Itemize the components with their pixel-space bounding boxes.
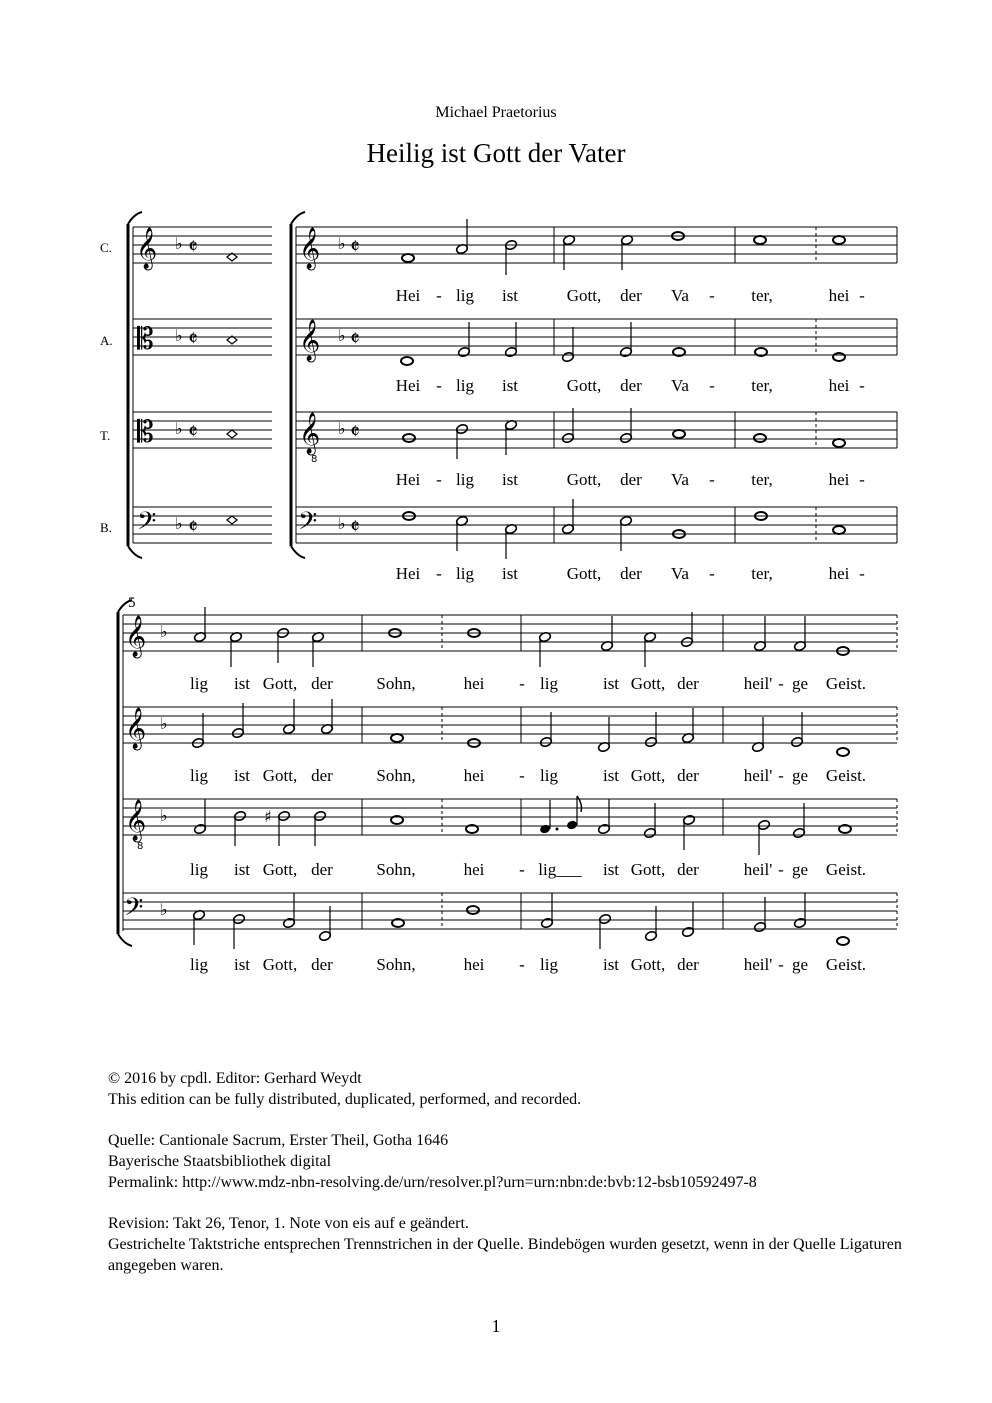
copyright-line: © 2016 by cpdl. Editor: Gerhard Weydt (108, 1070, 362, 1087)
svg-text:-: - (709, 470, 715, 489)
svg-text:lig: lig (456, 470, 474, 489)
svg-text:ter,: ter, (751, 470, 773, 489)
svg-text:lig___: lig___ (538, 860, 582, 879)
svg-text:Va: Va (671, 286, 689, 305)
svg-text:Va: Va (671, 564, 689, 583)
svg-text:Gott,: Gott, (566, 470, 602, 489)
svg-text:-: - (436, 470, 442, 489)
flat-icon: ♭ (338, 514, 346, 533)
svg-text:der: der (677, 766, 699, 785)
svg-text:-: - (519, 955, 525, 974)
svg-text:-: - (519, 674, 525, 693)
note (193, 607, 206, 643)
note (754, 434, 766, 442)
note (504, 322, 517, 358)
svg-text:Hei: Hei (395, 376, 421, 395)
cut-time-icon: 𝄵 (188, 515, 198, 540)
svg-text:hei: hei (828, 564, 850, 583)
svg-text:Geist.: Geist. (825, 955, 867, 974)
lyrics-system2-bassus (190, 955, 866, 974)
note (619, 515, 632, 551)
svg-text:Gott,: Gott, (262, 955, 298, 974)
edition-notes (108, 1068, 968, 1296)
svg-text:-: - (519, 766, 525, 785)
svg-text:lig: lig (540, 674, 558, 693)
svg-text:heil': heil' (743, 674, 773, 693)
note (232, 913, 245, 949)
svg-text:heil': heil' (743, 955, 773, 974)
svg-text:Gott,: Gott, (566, 564, 602, 583)
flat-icon: ♭ (338, 234, 346, 253)
svg-text:der: der (620, 564, 642, 583)
svg-text:Gott,: Gott, (630, 674, 666, 693)
svg-text:lig: lig (190, 860, 208, 879)
note (538, 631, 551, 667)
svg-text:ist: ist (233, 766, 251, 785)
svg-text:Sohn,: Sohn, (376, 674, 416, 693)
note (313, 810, 326, 846)
flat-icon: ♭ (160, 622, 168, 641)
c-clef-icon: 𝄡 (137, 415, 154, 450)
svg-text:ter,: ter, (751, 286, 773, 305)
note (457, 322, 470, 358)
svg-text:-: - (778, 766, 784, 785)
svg-text:Gott,: Gott, (262, 674, 298, 693)
note (561, 408, 574, 444)
flat-icon: ♭ (160, 900, 168, 919)
svg-text:lig: lig (456, 564, 474, 583)
svg-text:hei: hei (828, 376, 850, 395)
svg-text:lig: lig (540, 766, 558, 785)
bass-clef-icon: 𝄢 (137, 507, 157, 542)
bass-clef-icon: 𝄢 (124, 893, 144, 928)
svg-text:-: - (709, 286, 715, 305)
note (681, 708, 694, 744)
svg-text:ge: ge (791, 955, 809, 974)
svg-text:Va: Va (671, 376, 689, 395)
c-clef-icon: 𝄡 (137, 322, 154, 357)
note (467, 906, 479, 914)
flat-icon: ♭ (175, 419, 183, 438)
flat-icon: ♭ (175, 514, 183, 533)
svg-text:-: - (709, 564, 715, 583)
svg-text:-: - (436, 564, 442, 583)
treble-clef-icon: 𝄞 (136, 228, 158, 269)
octave-mark: 8 (311, 454, 318, 465)
svg-text:Geist.: Geist. (825, 674, 867, 693)
svg-text:ge: ge (791, 674, 809, 693)
note (231, 703, 244, 739)
svg-text:der: der (311, 766, 333, 785)
note (644, 712, 657, 748)
note (561, 499, 574, 535)
treble-clef-icon: 𝄞 (299, 320, 321, 361)
svg-text:lig: lig (456, 286, 474, 305)
dotted-quarter-note (539, 824, 551, 835)
svg-text:der: der (677, 860, 699, 879)
svg-text:hei: hei (463, 766, 485, 785)
svg-text:ist: ist (602, 955, 620, 974)
svg-text:ist: ist (501, 564, 519, 583)
svg-text:der: der (620, 470, 642, 489)
note (620, 234, 633, 270)
svg-text:lig: lig (190, 955, 208, 974)
sharp-icon: ♯ (264, 807, 272, 826)
note (757, 819, 770, 855)
svg-text:der: der (620, 376, 642, 395)
cut-time-icon: 𝄵 (350, 420, 360, 445)
editorial-note: Gestrichelte Taktstriche entsprechen Trennstrichen in der Quelle. Bindebögen wurden gesetzt, wenn in der Quelle Ligaturen angegeben waren. (108, 1236, 902, 1274)
note (561, 327, 574, 363)
svg-text:ist: ist (501, 376, 519, 395)
note (790, 712, 803, 748)
note (391, 734, 403, 742)
measure-number: 5 (128, 595, 136, 611)
svg-text:ist: ist (233, 674, 251, 693)
license-line: This edition can be fully distributed, duplicated, performed, and recorded. (108, 1091, 582, 1108)
svg-text:Hei: Hei (395, 470, 421, 489)
note (833, 353, 845, 361)
note (753, 616, 766, 652)
lyrics-system1-bassus (396, 564, 865, 583)
svg-text:heil': heil' (743, 766, 773, 785)
svg-text:-: - (859, 286, 865, 305)
note (833, 236, 845, 244)
svg-text:lig: lig (456, 376, 474, 395)
note (402, 254, 414, 262)
flat-icon: ♭ (160, 714, 168, 733)
voice-label-c: C. (100, 240, 112, 255)
svg-text:der: der (311, 955, 333, 974)
svg-text:-: - (778, 860, 784, 879)
note (833, 526, 845, 534)
svg-text:der: der (311, 860, 333, 879)
svg-text:ist: ist (602, 766, 620, 785)
note (673, 430, 685, 438)
svg-text:ist: ist (501, 286, 519, 305)
note (837, 748, 849, 756)
flat-icon: ♭ (338, 326, 346, 345)
svg-text:ter,: ter, (751, 564, 773, 583)
note (754, 236, 766, 244)
piece-title: Heilig ist Gott der Vater (366, 138, 626, 168)
svg-text:Sohn,: Sohn, (376, 955, 416, 974)
incipit-note (227, 430, 237, 438)
permalink-line: Permalink: http://www.mdz-nbn-resolving.de/urn/resolver.pl?urn=urn:nbn:de:bvb:12-bsb10592497-8 (108, 1174, 757, 1191)
svg-text:der: der (677, 955, 699, 974)
svg-text:-: - (436, 286, 442, 305)
svg-text:der: der (311, 674, 333, 693)
note (539, 712, 552, 748)
flat-icon: ♭ (338, 419, 346, 438)
svg-text:-: - (709, 376, 715, 395)
note (833, 439, 845, 447)
cut-time-icon: 𝄵 (350, 235, 360, 260)
svg-text:hei: hei (463, 955, 485, 974)
svg-text:-: - (436, 376, 442, 395)
svg-text:hei: hei (463, 860, 485, 879)
note (277, 810, 290, 846)
lyrics-system1-cantus (396, 286, 865, 305)
cut-time-icon: 𝄵 (350, 515, 360, 540)
cut-time-icon: 𝄵 (188, 235, 198, 260)
library-line: Bayerische Staatsbibliothek digital (108, 1153, 332, 1170)
svg-text:hei: hei (828, 470, 850, 489)
note (455, 515, 468, 551)
note (504, 419, 517, 455)
note (600, 616, 613, 652)
note (598, 913, 611, 949)
svg-text:Gott,: Gott, (262, 860, 298, 879)
note (455, 423, 468, 459)
svg-text:lig: lig (190, 674, 208, 693)
svg-text:der: der (620, 286, 642, 305)
svg-text:Gott,: Gott, (630, 955, 666, 974)
composer-name: Michael Praetorius (435, 104, 557, 121)
svg-text:ist: ist (233, 860, 251, 879)
note (401, 357, 413, 365)
svg-text:Sohn,: Sohn, (376, 766, 416, 785)
cut-time-icon: 𝄵 (188, 420, 198, 445)
svg-text:ist: ist (233, 955, 251, 974)
note (320, 699, 333, 735)
note (751, 717, 764, 753)
svg-text:Hei: Hei (395, 286, 421, 305)
svg-text:-: - (778, 955, 784, 974)
note (229, 631, 242, 667)
source-line: Quelle: Cantionale Sacrum, Erster Theil, Gotha 1646 (108, 1132, 449, 1149)
lyrics-system2-cantus (190, 674, 866, 693)
svg-text:Gott,: Gott, (566, 286, 602, 305)
svg-text:-: - (859, 470, 865, 489)
treble-clef-icon: 𝄞 (125, 800, 147, 841)
svg-text:-: - (519, 860, 525, 879)
note (793, 616, 806, 652)
treble-clef-icon: 𝄞 (125, 708, 147, 749)
bass-clef-icon: 𝄢 (298, 507, 318, 542)
svg-text:ter,: ter, (751, 376, 773, 395)
incipit-note (227, 516, 237, 524)
svg-text:hei: hei (828, 286, 850, 305)
svg-text:Hei: Hei (395, 564, 421, 583)
svg-text:Geist.: Geist. (825, 860, 867, 879)
note (192, 909, 205, 945)
lyrics-system1-altus (396, 376, 865, 395)
treble-clef-icon: 𝄞 (299, 413, 321, 454)
svg-text:heil': heil' (743, 860, 773, 879)
svg-text:lig: lig (190, 766, 208, 785)
treble-clef-icon: 𝄞 (125, 616, 147, 657)
svg-text:Gott,: Gott, (630, 766, 666, 785)
note (504, 523, 517, 559)
note (837, 937, 849, 945)
svg-text:ge: ge (791, 860, 809, 879)
svg-text:ge: ge (791, 766, 809, 785)
note (233, 810, 246, 846)
note (311, 631, 324, 667)
svg-text:Gott,: Gott, (262, 766, 298, 785)
svg-text:Sohn,: Sohn, (376, 860, 416, 879)
voice-label-b: B. (100, 520, 112, 535)
octave-mark: 8 (137, 841, 144, 852)
svg-text:Gott,: Gott, (630, 860, 666, 879)
flat-icon: ♭ (160, 806, 168, 825)
cut-time-icon: 𝄵 (350, 327, 360, 352)
flat-icon: ♭ (175, 234, 183, 253)
revision-line: Revision: Takt 26, Tenor, 1. Note von eis auf e geändert. (108, 1215, 469, 1232)
note (282, 699, 295, 735)
svg-text:Va: Va (671, 470, 689, 489)
svg-text:-: - (859, 376, 865, 395)
svg-text:Geist.: Geist. (825, 766, 867, 785)
note (619, 322, 632, 358)
treble-clef-icon: 𝄞 (299, 228, 321, 269)
note (455, 219, 468, 255)
note (562, 234, 575, 270)
svg-text:Gott,: Gott, (566, 376, 602, 395)
svg-text:hei: hei (463, 674, 485, 693)
svg-text:-: - (778, 674, 784, 693)
svg-text:ist: ist (602, 674, 620, 693)
note (682, 814, 695, 850)
svg-text:der: der (677, 674, 699, 693)
svg-text:ist: ist (501, 470, 519, 489)
note (597, 717, 610, 753)
svg-text:-: - (859, 564, 865, 583)
voice-label-t: T. (100, 428, 111, 443)
cut-time-icon: 𝄵 (188, 327, 198, 352)
lyrics-system2-tenor (190, 860, 866, 879)
flat-icon: ♭ (175, 326, 183, 345)
note (619, 408, 632, 444)
svg-text:lig: lig (540, 955, 558, 974)
page-number: 1 (491, 1316, 501, 1336)
note (643, 631, 656, 667)
lyrics-system2-altus (190, 766, 866, 785)
eighth-note (566, 820, 578, 831)
note (403, 434, 415, 442)
lyrics-system1-tenor (396, 470, 865, 489)
voice-label-a: A. (100, 333, 113, 348)
svg-text:ist: ist (602, 860, 620, 879)
